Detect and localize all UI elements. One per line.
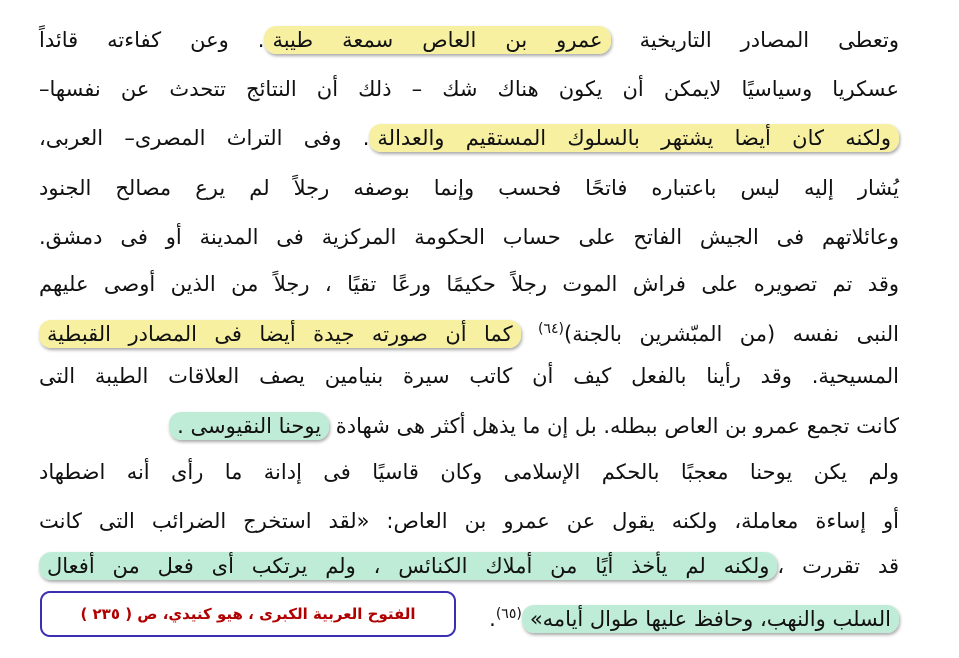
line-text: النبى نفسه (من المبّشرين بالجنة) <box>564 322 899 346</box>
text-line-5 <box>39 219 899 255</box>
line-text: أو إساءة معاملة، ولكنه يقول عن عمرو بن العاص: «لقد استخرج الضرائب التى كانت <box>39 509 899 533</box>
line-text: . <box>489 607 496 631</box>
line-text: يُشار إليه ليس باعتباره فاتحًا فحسب وإنما بوصفه رجلاً لم يرع مصالح الجنود <box>39 176 899 200</box>
footnote-marker: (٦٤) <box>538 321 565 337</box>
text-line-1 <box>39 22 899 58</box>
line-text: كانت تجمع عمرو بن العاص ببطله. بل إن ما يذهل أكثر هى شهادة <box>329 414 899 438</box>
citation-box <box>40 591 456 637</box>
highlight-yellow: عمرو بن العاص سمعة طيبة <box>264 26 610 54</box>
text-line-12 <box>39 548 899 584</box>
line-text: وعائلاتهم فى الجيش الفاتح على حساب الحكومة المركزية فى المدينة أو فى دمشق. <box>39 225 899 249</box>
highlight-green: السلب والنهب، وحافظ عليها طوال أيامه» <box>522 605 899 633</box>
line-text: قد تقررت ، <box>777 554 900 578</box>
highlight-green: يوحنا النقيوسى . <box>169 412 329 440</box>
text-line-11 <box>39 503 899 539</box>
line-text: . وعن كفاءته قائداً <box>39 28 265 52</box>
text-line-3 <box>39 120 899 156</box>
text-line-4 <box>39 170 899 206</box>
text-line-6 <box>39 266 899 302</box>
text-line-13 <box>459 596 899 632</box>
citation-text: الفتوح العربية الكبرى ، هيو كنيدي، ص ( ٢٣٥ ) <box>80 605 416 623</box>
text-line-8 <box>39 358 899 394</box>
text-line-9 <box>39 408 899 444</box>
text-line-10 <box>39 454 899 490</box>
text-line-7 <box>39 311 899 347</box>
line-text: عسكريا وسياسيًا لايمكن أن يكون هناك شك – ذلك أن النتائج تتحدث عن نفسها– <box>39 77 899 101</box>
highlight-green: ولكنه لم يأخذ أيًا من أملاك الكنائس ، ولم يرتكب أى فعل من أفعال <box>39 552 777 580</box>
footnote-marker: (٦٥) <box>495 606 522 622</box>
line-text: المسيحية. وقد رأينا بالفعل كيف أن كاتب سيرة بنيامين يصف العلاقات الطيبة التى <box>39 364 899 388</box>
highlight-yellow: ولكنه كان أيضا يشتهر بالسلوك المستقيم والعدالة <box>369 124 899 152</box>
line-text: وتعطى المصادر التاريخية <box>610 28 899 52</box>
text-line-2 <box>39 71 899 107</box>
highlight-yellow: كما أن صورته جيدة أيضا فى المصادر القبطية <box>39 320 521 348</box>
line-text: وقد تم تصويره على فراش الموت رجلاً حكيمًا ورعًا تقيًا ، رجلاً من الذين أوصى عليهم <box>39 272 899 296</box>
line-text: . وفى التراث المصرى– العربى، <box>39 126 370 150</box>
line-text: ولم يكن يوحنا معجبًا بالحكم الإسلامى وكان قاسيًا فى إدانة ما رأى أنه اضطهاد <box>39 460 899 484</box>
